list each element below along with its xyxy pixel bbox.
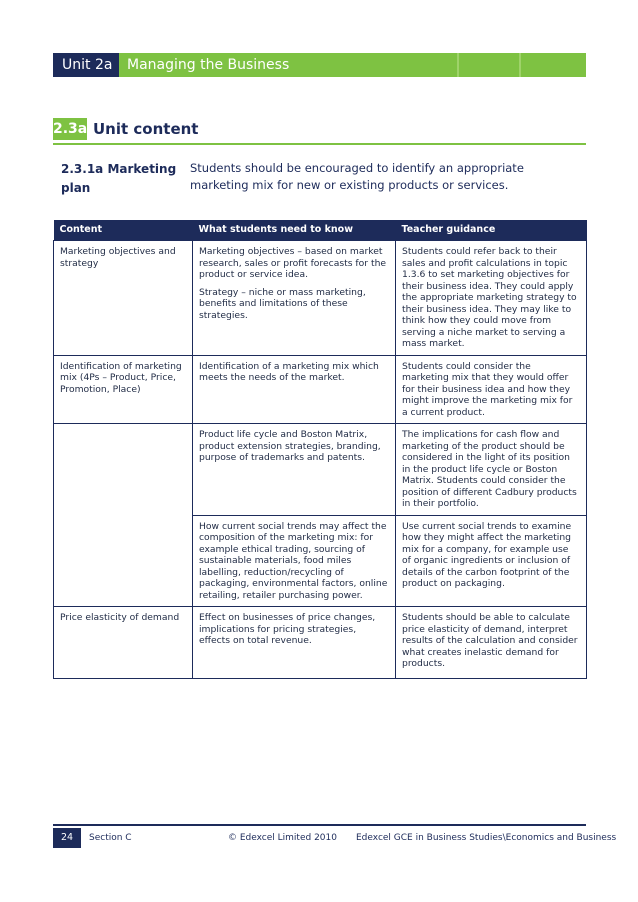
footer-rule: [53, 824, 586, 826]
know-paragraph: Identification of a marketing mix which meets the needs of the market.: [199, 360, 379, 383]
table-row: [54, 424, 587, 516]
know-cell: [193, 424, 396, 516]
know-paragraph: Marketing objectives – based on market research, sales or profit forecasts for the product or service idea.: [199, 246, 387, 280]
know-paragraph: Product life cycle and Boston Matrix, product extension strategies, branding, purpose of trademarks and patents.: [199, 429, 381, 463]
know-cell: [193, 241, 396, 356]
content-cell: Identification of marketing mix (4Ps – Product, Price, Promotion, Place): [54, 355, 193, 424]
table-row: [54, 355, 587, 424]
content-table: [53, 220, 587, 679]
footer-section: Section C: [89, 833, 132, 843]
unit-title: Managing the Business: [127, 57, 290, 73]
band-divider: [519, 53, 521, 77]
topic-intro: Students should be encouraged to identify an appropriate marketing mix for new or existing products or services.: [190, 161, 524, 192]
guidance-cell: The implications for cash flow and marketing of the product should be considered in the light of its position in the product life cycle or Boston Matrix. Students could consider the position of different Cadbury products in their portfolio.: [396, 424, 587, 516]
content-cell: [54, 515, 193, 607]
table-row: [54, 241, 587, 356]
know-cell: [193, 355, 396, 424]
page-number: 24: [53, 828, 81, 848]
header-band: [53, 53, 586, 77]
know-paragraph: Strategy – niche or mass marketing, benefits and limitations of these strategies.: [199, 286, 366, 321]
band-divider: [457, 53, 459, 77]
guidance-cell: Students could consider the marketing mix that they would offer for their business idea and how they might improve the marketing mix for a current product.: [396, 355, 587, 424]
know-paragraph: How current social trends may affect the composition of the marketing mix: for example ethical trading, sourcing of sustainable materials, food miles labelling, reduction/recycling of packaging, environmental factors, online retailing, retailer purchasing power.: [199, 520, 388, 601]
content-cell: Marketing objectives and strategy: [54, 241, 193, 356]
content-cell: Price elasticity of demand: [54, 607, 193, 679]
header-what-students-need-to-know: What students need to know: [193, 220, 396, 241]
content-cell: [54, 424, 193, 516]
unit-label: Unit 2a: [53, 53, 119, 77]
guidance-cell: Use current social trends to examine how they might affect the marketing mix for a company, for example use of organic ingredients or inclusion of details of the carbon footprint of the product on packaging.: [396, 515, 587, 607]
header-teacher-guidance: Teacher guidance: [396, 220, 587, 241]
know-cell: [193, 515, 396, 607]
table-row: [54, 607, 587, 679]
table-header-row: [54, 220, 587, 241]
section-number: 2.3a: [53, 118, 87, 140]
section-rule: [53, 143, 586, 145]
know-cell: [193, 607, 396, 679]
section-title: Unit content: [93, 120, 199, 138]
guidance-cell: Students should be able to calculate price elasticity of demand, interpret results of the calculation and consider what creates inelastic demand for products.: [396, 607, 587, 679]
topic-label: 2.3.1a Marketing plan: [61, 162, 177, 195]
footer-copyright: © Edexcel Limited 2010: [228, 833, 337, 843]
table-row: [54, 515, 587, 607]
guidance-cell: Students could refer back to their sales and profit calculations in topic 1.3.6 to set marketing objectives for their business idea. They could apply the appropriate marketing strategy to their business idea. They may like to think how they could move from serving a niche market to serving a mass market.: [396, 241, 587, 356]
know-paragraph: Effect on businesses of price changes, implications for pricing strategies, effects on total revenue.: [199, 612, 376, 646]
footer-qualification: Edexcel GCE in Business Studies\Economics and Business: [356, 833, 617, 843]
header-content: Content: [54, 220, 193, 241]
